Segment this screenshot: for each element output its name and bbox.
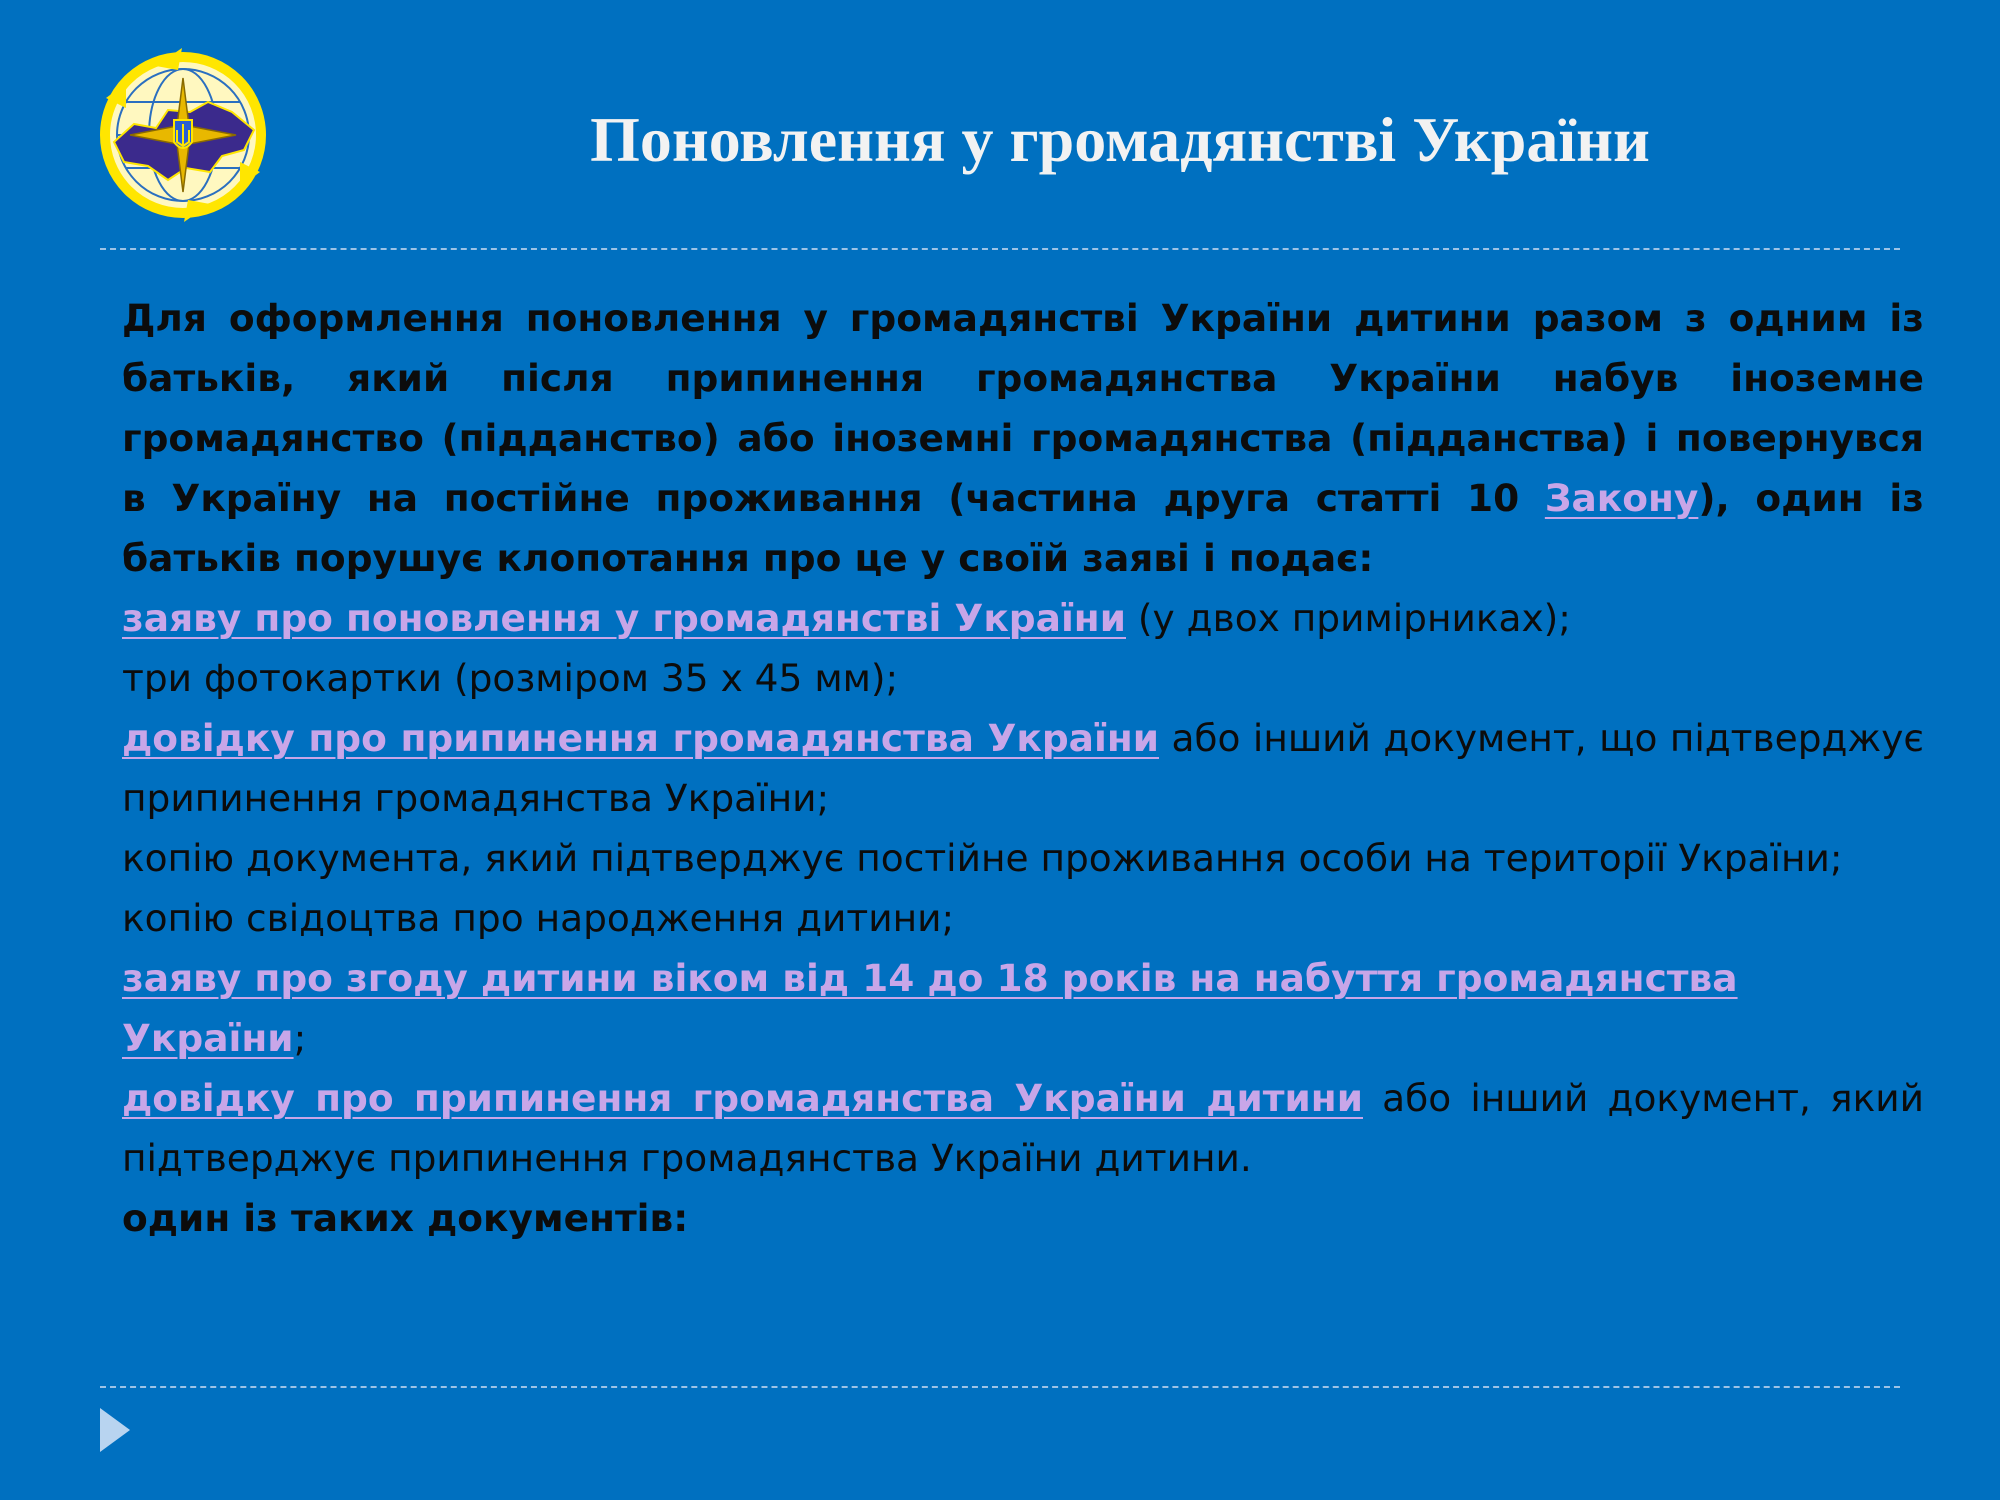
list-item	[122, 708, 1924, 828]
child-consent-application-link[interactable]: заяву про згоду дитини віком від 14 до 18 років на набуття громадянства України	[122, 956, 1738, 1060]
intro-text-part1: Для оформлення поновлення у громадянстві України дитини разом з одним із батьків, який після припинення громадянства України набув іноземне громадянство (підданство) або іноземні громадянства (підданства) і повернувся в Україну на постійне проживання (частина друга статті 10	[122, 296, 1924, 520]
list-item	[122, 588, 1924, 648]
list-item	[122, 888, 1924, 948]
bottom-divider	[100, 1386, 1900, 1388]
list-item	[122, 648, 1924, 708]
list-item-text: копію свідоцтва про народження дитини;	[122, 896, 955, 940]
list-item-text: або інший документ, що підтверджує припинення громадянства України;	[122, 716, 1924, 820]
list-item-text: (у двох примірниках);	[1126, 596, 1571, 640]
list-item	[122, 1068, 1924, 1188]
list-item-text: копію документа, який підтверджує постійне проживання особи на території України;	[122, 836, 1843, 880]
list-item-text: три фотокартки (розміром 35 х 45 мм);	[122, 656, 899, 700]
migration-service-emblem-icon	[86, 38, 280, 232]
migration-service-logo	[86, 38, 280, 232]
content-body	[122, 288, 1924, 1248]
child-termination-certificate-link[interactable]: довідку про припинення громадянства України дитини	[122, 1076, 1363, 1120]
intro-text-part2: ), один із батьків порушує клопотання про це у своїй заяві і подає:	[122, 476, 1924, 580]
play-arrow-icon	[100, 1408, 130, 1452]
law-link[interactable]: Закону	[1544, 476, 1699, 520]
list-item	[122, 948, 1924, 1068]
page-title: Поновлення у громадянстві України	[590, 104, 1650, 175]
list-item	[122, 828, 1924, 888]
top-divider	[100, 248, 1900, 250]
list-item-text: або інший документ, який підтверджує припинення громадянства України дитини.	[122, 1076, 1924, 1180]
list-item-text: ;	[293, 1016, 307, 1060]
termination-certificate-link[interactable]: довідку про припинення громадянства України	[122, 716, 1160, 760]
next-slide-button[interactable]	[100, 1408, 130, 1452]
closing-line: один із таких документів:	[122, 1196, 689, 1240]
citizenship-renewal-application-link[interactable]: заяву про поновлення у громадянстві України	[122, 596, 1126, 640]
intro-paragraph	[122, 288, 1924, 588]
